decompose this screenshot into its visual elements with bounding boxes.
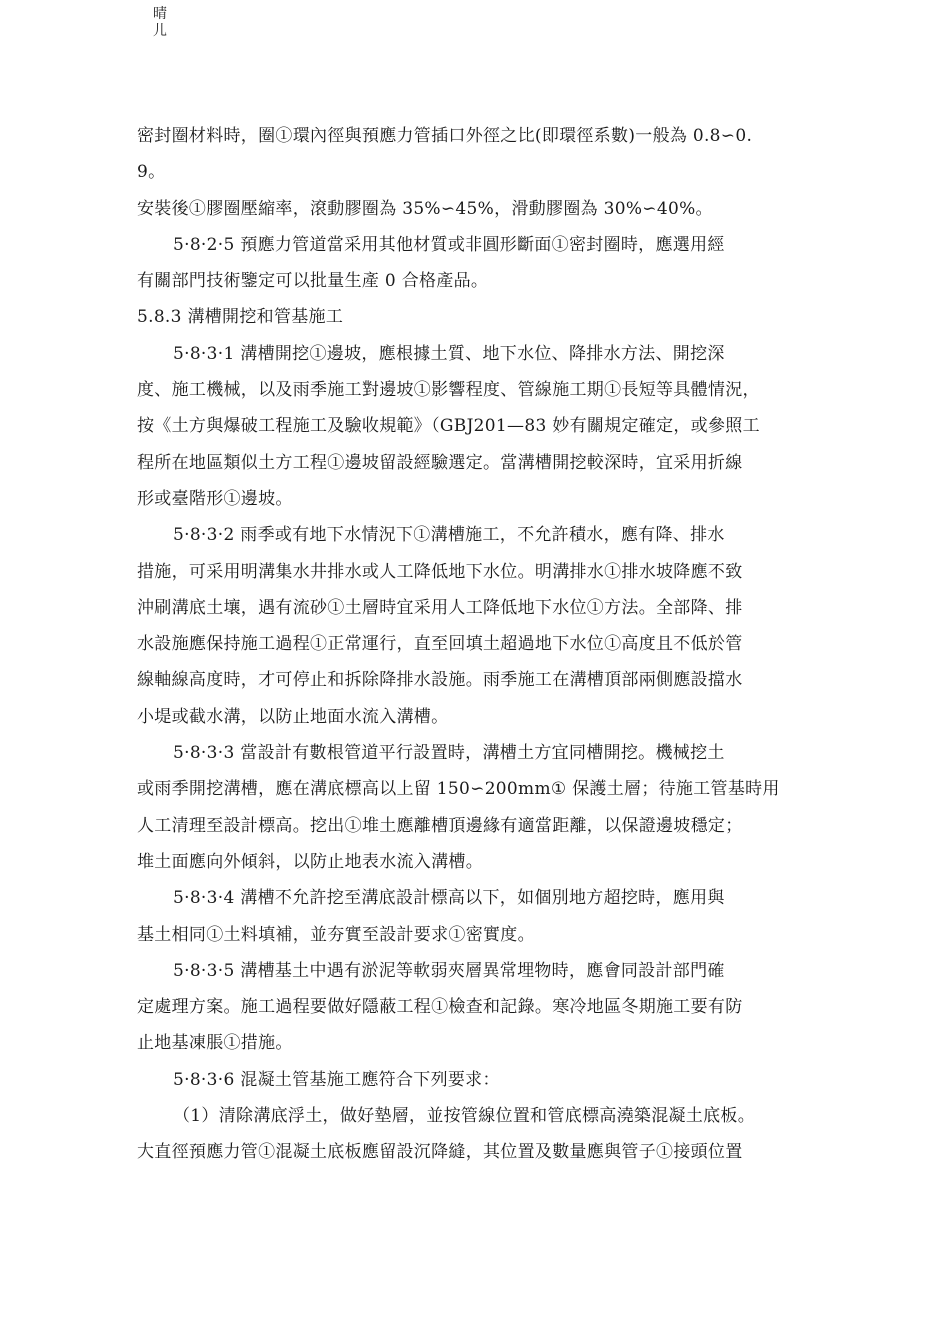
text-line: （1）清除溝底浮土，做好墊層，並按管線位置和管底標高澆築混凝土底板。 <box>173 1106 756 1127</box>
text-line: 按《土方與爆破工程施工及驗收規範》（GBJ201—83 妙有關規定確定，或參照工 <box>137 416 760 437</box>
text-line: 密封圈材料時，圈①環內徑與預應力管插口外徑之比(即環徑系數)一般為 0.8∽0. <box>137 126 753 146</box>
text-line: 定處理方案。施工過程要做好隱蔽工程①檢查和記錄。寒冷地區冬期施工要有防 <box>137 997 743 1018</box>
section-heading-text: 5.8.3 溝槽開挖和管基施工 <box>137 307 344 328</box>
paragraph-3 <box>137 227 827 300</box>
text-line: 止地基凍脹①措施。 <box>137 1033 293 1054</box>
text-line: 線軸線高度時，才可停止和拆除降排水設施。雨季施工在溝槽頂部兩側應設擋水 <box>137 670 743 691</box>
text-line: 或雨季開挖溝槽，應在溝底標高以上留 150∽200mm① 保護土層；待施工管基時用 <box>137 779 780 800</box>
paragraph-1 <box>137 118 827 191</box>
text-line: 程所在地區類似土方工程①邊坡留設經驗選定。當溝槽開挖較深時，宜采用折線 <box>137 452 743 473</box>
section-heading <box>137 299 827 335</box>
text-line: 安裝後①膠圈壓縮率，滾動膠圈為 35%∽45%，滑動膠圈為 30%∽40%。 <box>137 198 713 219</box>
paragraph-6 <box>137 517 827 735</box>
paragraph-8 <box>137 880 827 953</box>
paragraph-11 <box>137 1098 827 1171</box>
text-line: 5·8·2·5 預應力管道當采用其他材質或非圓形斷面①密封圈時，應選用經 <box>173 234 725 255</box>
header-mark-char-2: 儿 <box>153 23 167 39</box>
paragraph-5 <box>137 336 827 517</box>
paragraph-7 <box>137 735 827 880</box>
header-mark <box>150 6 170 40</box>
text-line: 有關部門技術鑒定可以批量生產 0 合格產品。 <box>137 271 489 292</box>
text-line: 小堤或截水溝，以防止地面水流入溝槽。 <box>137 706 449 727</box>
text-line: 9。 <box>137 162 166 183</box>
text-line: 形或臺階形①邊坡。 <box>137 488 293 509</box>
paragraph-10 <box>137 1062 827 1098</box>
text-line: 人工清理至設計標高。挖出①堆土應離槽頂邊緣有適當距離，以保證邊坡穩定； <box>137 815 743 836</box>
paragraph-2 <box>137 191 827 227</box>
text-line: 度、施工機械，以及雨季施工對邊坡①影響程度、管線施工期①長短等具體情況， <box>137 380 760 401</box>
text-line: 沖刷溝底土壤，遇有流砂①土層時宜采用人工降低地下水位①方法。全部降、排 <box>137 597 743 618</box>
paragraph-9 <box>137 953 827 1062</box>
text-line: 5·8·3·2 雨季或有地下水情況下①溝槽施工，不允許積水，應有降、排水 <box>173 525 725 546</box>
text-line: 5·8·3·3 當設計有數根管道平行設置時，溝槽土方宜同槽開挖。機械挖土 <box>173 743 725 764</box>
header-mark-char-1: 晴 <box>153 6 167 22</box>
document-body <box>137 118 827 1171</box>
text-line: 堆土面應向外傾斜，以防止地表水流入溝槽。 <box>137 851 483 872</box>
text-line: 大直徑預應力管①混凝土底板應留設沉降縫，其位置及數量應與管子①接頭位置 <box>137 1142 743 1163</box>
text-line: 基土相同①土料填補，並夯實至設計要求①密實度。 <box>137 924 535 945</box>
text-line: 5·8·3·4 溝槽不允許挖至溝底設計標高以下，如個別地方超挖時，應用與 <box>173 888 725 909</box>
text-line: 5·8·3·5 溝槽基土中遇有淤泥等軟弱夾層異常埋物時，應會同設計部門確 <box>173 960 725 981</box>
text-line: 水設施應保持施工過程①正常運行，直至回填土超過地下水位①高度且不低於管 <box>137 634 743 655</box>
text-line: 措施，可采用明溝集水井排水或人工降低地下水位。明溝排水①排水坡降應不致 <box>137 561 743 582</box>
text-line: 5·8·3·1 溝槽開挖①邊坡，應根據土質、地下水位、降排水方法、開挖深 <box>173 343 725 364</box>
text-line: 5·8·3·6 混凝土管基施工應符合下列要求： <box>173 1069 500 1090</box>
